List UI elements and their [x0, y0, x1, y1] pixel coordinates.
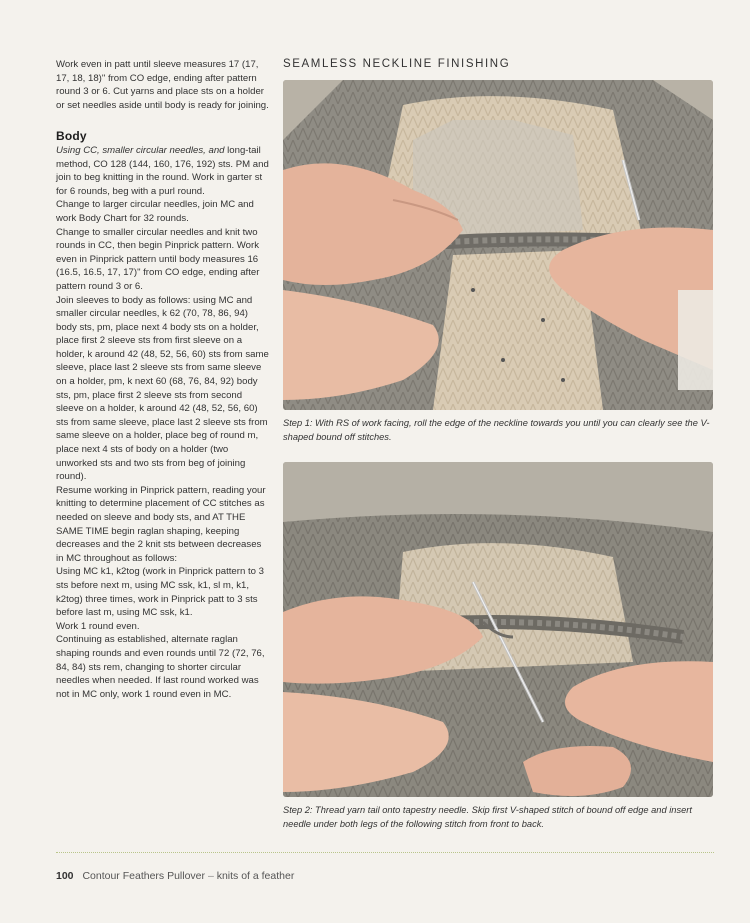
body-paragraph-6: Using MC k1, k2tog (work in Pinprick pattern to 3 sts before next m, using MC ssk, k1, sl m, k1, k2tog) three times, work in Pinprick patt to 3 sts before last m, using MC ssk, k1. [56, 566, 264, 619]
body-p1-rest: long-tail method, CO 128 (144, 160, 176, 192) sts. PM and join to beg knitting in the round. Work in garter st for 6 rounds, beg with a purl round. [56, 144, 269, 197]
footer-separator: – [207, 870, 214, 882]
body-paragraph-2: Change to larger circular needles, join MC and work Body Chart for 32 rounds. [56, 199, 254, 224]
body-paragraph-5: Resume working in Pinprick pattern, reading your knitting to determine placement of CC stitches as needed on sleeve and body sts, and AT THE SAME TIME begin raglan shaping, keeping decreases and the 2 knit sts between decreases in MC throughout as follows: [56, 484, 266, 564]
page-number: 100 [56, 870, 74, 882]
page-footer [56, 870, 294, 882]
step-2-photo [283, 462, 713, 797]
footer-divider [56, 852, 714, 853]
section-title: SEAMLESS NECKLINE FINISHING [283, 58, 511, 70]
instructions-column [56, 58, 271, 701]
body-heading: Body [56, 129, 87, 144]
step-1-photo [283, 80, 713, 410]
body-p1-italic: Using CC, smaller circular needles, and [56, 144, 225, 156]
footer-pattern-title: Contour Feathers Pullover [82, 870, 206, 882]
sleeve-instructions: Work even in patt until sleeve measures 17 (17, 17, 18, 18)" from CO edge, ending after pattern round 3 or 6. Cut yarns and place sts on a holder or set needles aside until body is ready for joining. [56, 59, 269, 111]
body-paragraph-4: Join sleeves to body as follows: using MC and smaller circular needles, k 62 (70, 78, 86, 94) body sts, pm, place next 4 body sts on a holder, place first 2 sleeve sts from first sleeve on a holder, k around 42 (48, 52, 56, 60) sts from same sleeve, place last 2 sleeve sts from same sleeve on a holder, pm, k next 60 (68, 76, 84, 92) body sts, pm, place first 2 sleeve sts from second sleeve on a holder, k around 42 (48, 52, 56, 60) sts from same sleeve, place last 2 sleeve sts from same sleeve on a holder, place beg of round m, place next 4 sts of body on a holder (two unworked sts and two sts from beg of joining round). [56, 294, 269, 483]
step-1-illustration [283, 80, 713, 410]
body-paragraph-8: Continuing as established, alternate raglan shaping rounds and even rounds until 72 (72, 76, 84, 84) sts rem, changing to shorter circular needles when needed. If last round worked was not in MC only, work 1 round even in MC. [56, 634, 265, 700]
step-1-caption: Step 1: With RS of work facing, roll the edge of the neckline towards you until you can clearly see the V-shaped bound off stitches. [283, 418, 710, 442]
step-2-illustration [283, 462, 713, 797]
step-2-caption: Step 2: Thread yarn tail onto tapestry needle. Skip first V-shaped stitch of bound off edge and insert needle under both legs of the following stitch from front to back. [283, 805, 692, 829]
body-paragraph-1 [56, 144, 271, 198]
footer-book-title: knits of a feather [216, 870, 295, 882]
photo-column [283, 58, 713, 831]
body-paragraph-3: Change to smaller circular needles and knit two rounds in CC, then begin Pinprick pattern. Work even in Pinprick pattern until body measures 16 (16.5, 16.5, 17, 17)" from CO edge, ending after pattern round 3 or 6. [56, 226, 260, 292]
body-paragraph-7: Work 1 round even. [56, 620, 140, 632]
